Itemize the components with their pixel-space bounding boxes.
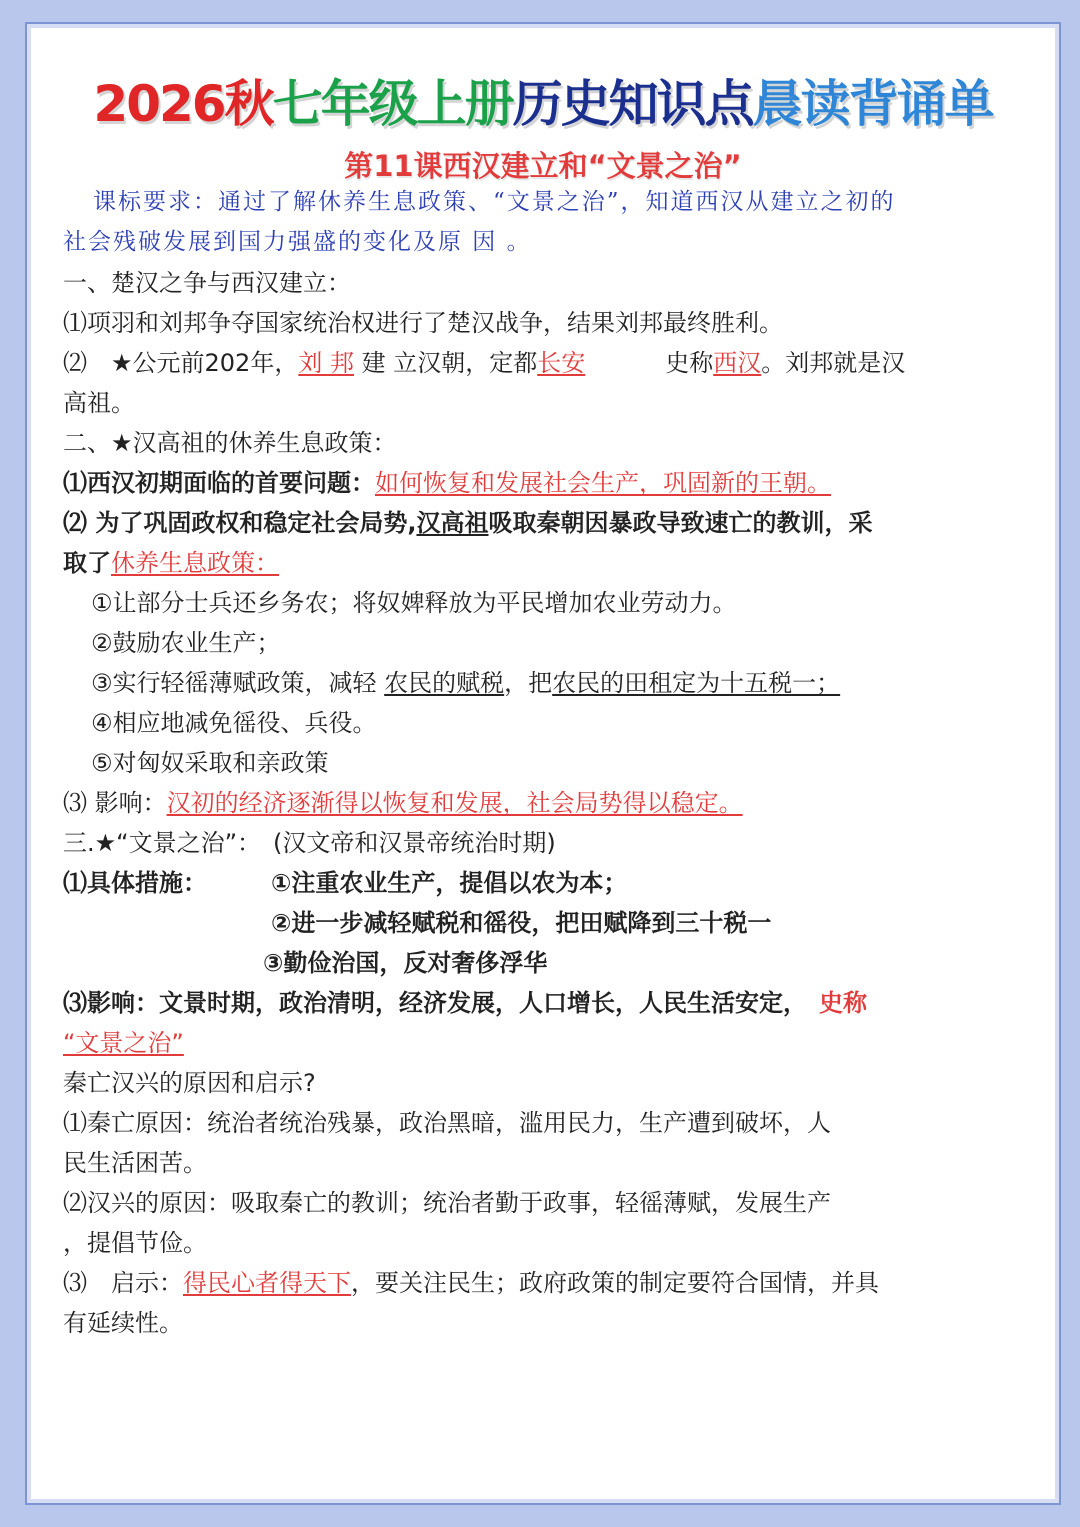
han-reason-1: ⑵汉兴的原因：吸取秦亡的教训；统治者勤于政事，轻徭薄赋，发展生产 (63, 1189, 831, 1217)
page-title (27, 64, 1059, 136)
policy-item-5: ⑤对匈奴采取和亲政策 (91, 749, 329, 777)
section3-effect (63, 987, 867, 1019)
section2-q2 (63, 507, 872, 539)
policy-item-2: ②鼓励农业生产； (91, 629, 281, 657)
qin-reason-2: 民生活困苦。 (63, 1149, 207, 1177)
q2-rest: 吸取秦朝因暴政导致速亡的教训，采 (488, 509, 873, 537)
q2-took: 取了 (63, 549, 111, 577)
policy-item-3 (91, 667, 840, 699)
insight-rest: ，要关注民生；政府政策的制定要符合国情，并具 (351, 1269, 879, 1297)
lesson-insight (63, 1267, 879, 1299)
item3-prefix: ③实行轻徭薄赋政策，减轻 (91, 669, 385, 697)
changan-answer: 长安 (537, 349, 586, 377)
wenjing-label: “文景之治” (63, 1029, 184, 1057)
section2-q1 (63, 467, 831, 499)
measure-2: ②进一步减轻赋税和徭役，把田赋降到三十税一 (271, 909, 772, 937)
section2-effect (63, 787, 743, 819)
p2-suffix: 。刘邦就是汉 (761, 349, 906, 377)
section3-measures-label: ⑴具体措施： (63, 869, 207, 897)
liu-bang-answer: 刘 邦 (298, 349, 354, 377)
effect-label: ⑶ 影响： (63, 789, 167, 817)
s3-effect-text: ⑶影响：文景时期，政治清明，经济发展，人口增长，人民生活安定， (63, 989, 807, 1017)
lesson-insight-cont: 有延续性。 (63, 1309, 183, 1337)
q2-prefix: ⑵ 为了巩固政权和稳定社会局势, (63, 509, 417, 537)
section1-point1: ⑴项羽和刘邦争夺国家统治权进行了楚汉战争，结果刘邦最终胜利。 (63, 309, 783, 337)
qin-reason-1: ⑴秦亡原因：统治者统治残暴，政治黑暗，滥用民力，生产遭到破坏，人 (63, 1109, 831, 1137)
standard-line-1: 课标要求：通过了解休养生息政策、“文景之治”，知道西汉从建立之初的 (93, 189, 896, 215)
section2-heading: 二、★汉高祖的休养生息政策： (63, 429, 397, 457)
wenjing-answer (63, 1027, 184, 1059)
item3-mid: ，把 (504, 669, 553, 697)
q1-label: ⑴西汉初期面临的首要问题： (63, 469, 375, 497)
handout-sheet (25, 22, 1061, 1505)
policy-item-1: ①让部分士兵还乡务农；将奴婢释放为平民增加农业劳动力。 (91, 589, 737, 617)
p2-prefix: ⑵ ★公元前202年， (63, 349, 299, 377)
policy-item-4: ④相应地减免徭役、兵役。 (91, 709, 377, 737)
measure-3: ③勤俭治国，反对奢侈浮华 (263, 949, 548, 977)
han-reason-2: ，提倡节俭。 (63, 1229, 207, 1257)
xihan-answer: 西汉 (713, 349, 762, 377)
q1-answer: 如何恢复和发展社会生产，巩固新的王朝。 (375, 469, 831, 497)
p2-called: 史称 (665, 349, 714, 377)
title-part-grade: 七年级上册 (272, 75, 513, 133)
section1-point2 (63, 347, 905, 379)
title-part-subject: 历史知识点 (512, 75, 753, 133)
s3-called: 史称 (819, 989, 867, 1017)
section1-heading: 一、楚汉之争与西汉建立： (63, 269, 351, 297)
section4-heading: 秦亡汉兴的原因和启示? (63, 1069, 316, 1097)
section3-heading: 三.★“文景之治”： (汉文帝和汉景帝统治时期) (63, 829, 556, 857)
policy-answer: 休养生息政策： (111, 549, 279, 577)
lesson-title: 第11课西汉建立和“文景之治” (344, 149, 742, 183)
title-part-type: 晨读背诵单 (752, 75, 993, 133)
item3-rent: 农民的田租定为十五税一； (552, 669, 841, 697)
insight-answer: 得民心者得天下 (183, 1269, 351, 1297)
han-gaozu-answer: 汉高祖 (416, 509, 489, 537)
section2-q2-cont (63, 547, 279, 579)
section1-point2-cont: 高祖。 (63, 389, 135, 417)
effect-answer: 汉初的经济逐渐得以恢复和发展，社会局势得以稳定。 (166, 789, 743, 817)
standard-line-2: 社会残破发展到国力强盛的变化及原 因 。 (63, 229, 532, 255)
item3-tax: 农民的赋税 (384, 669, 505, 697)
title-part-year: 2026秋 (93, 75, 273, 133)
insight-label: ⑶ 启示： (63, 1269, 183, 1297)
measure-1: ①注重农业生产，提倡以农为本； (271, 869, 628, 897)
p2-mid: 建 立汉朝，定都 (353, 349, 538, 377)
